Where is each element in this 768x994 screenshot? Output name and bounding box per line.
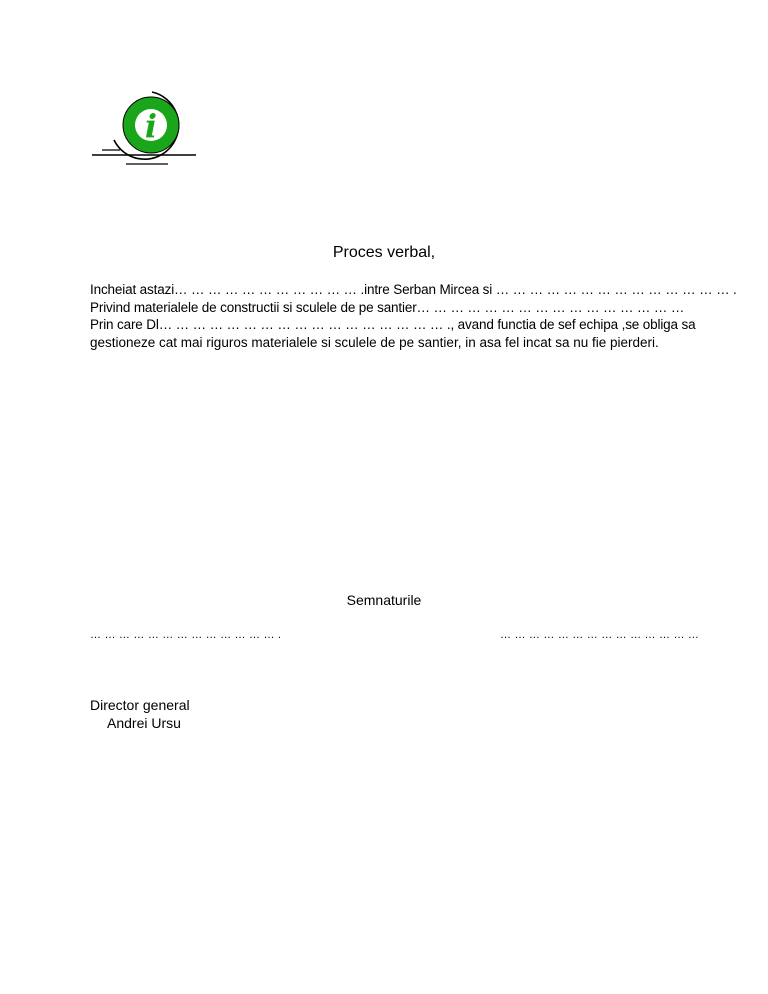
document-title: Proces verbal, <box>332 244 436 261</box>
info-icon <box>90 88 200 170</box>
body-line-1: Incheiat astazi… … … … … … … … … … … .intre Serban Mircea si … … … … … … … … … … … … … … . <box>90 282 737 297</box>
signature-line-left: … … … … … … … … … … … … … . <box>90 629 282 641</box>
body-line-3: Prin care Dl… … … … … … … … … … … … … … … … … ., avand functia de sef echipa ,se obliga sa <box>90 317 696 332</box>
svg-text:i: i <box>144 107 158 145</box>
director-block <box>90 696 190 732</box>
document-body <box>90 281 737 351</box>
body-paragraph: gestioneze cat mai riguros materialele si sculele de pe santier, in asa fel incat sa nu fie pierderi. <box>90 334 659 350</box>
signature-line-right: … … … … … … … … … … … … … … <box>500 629 700 641</box>
signatures-heading: Semnaturile <box>346 592 422 608</box>
director-name: Andrei Ursu <box>107 715 181 731</box>
body-line-2: Privind materialele de constructii si sculele de pe santier… … … … … … … … … … … … … … … … <box>90 299 685 315</box>
director-role: Director general <box>90 697 190 713</box>
